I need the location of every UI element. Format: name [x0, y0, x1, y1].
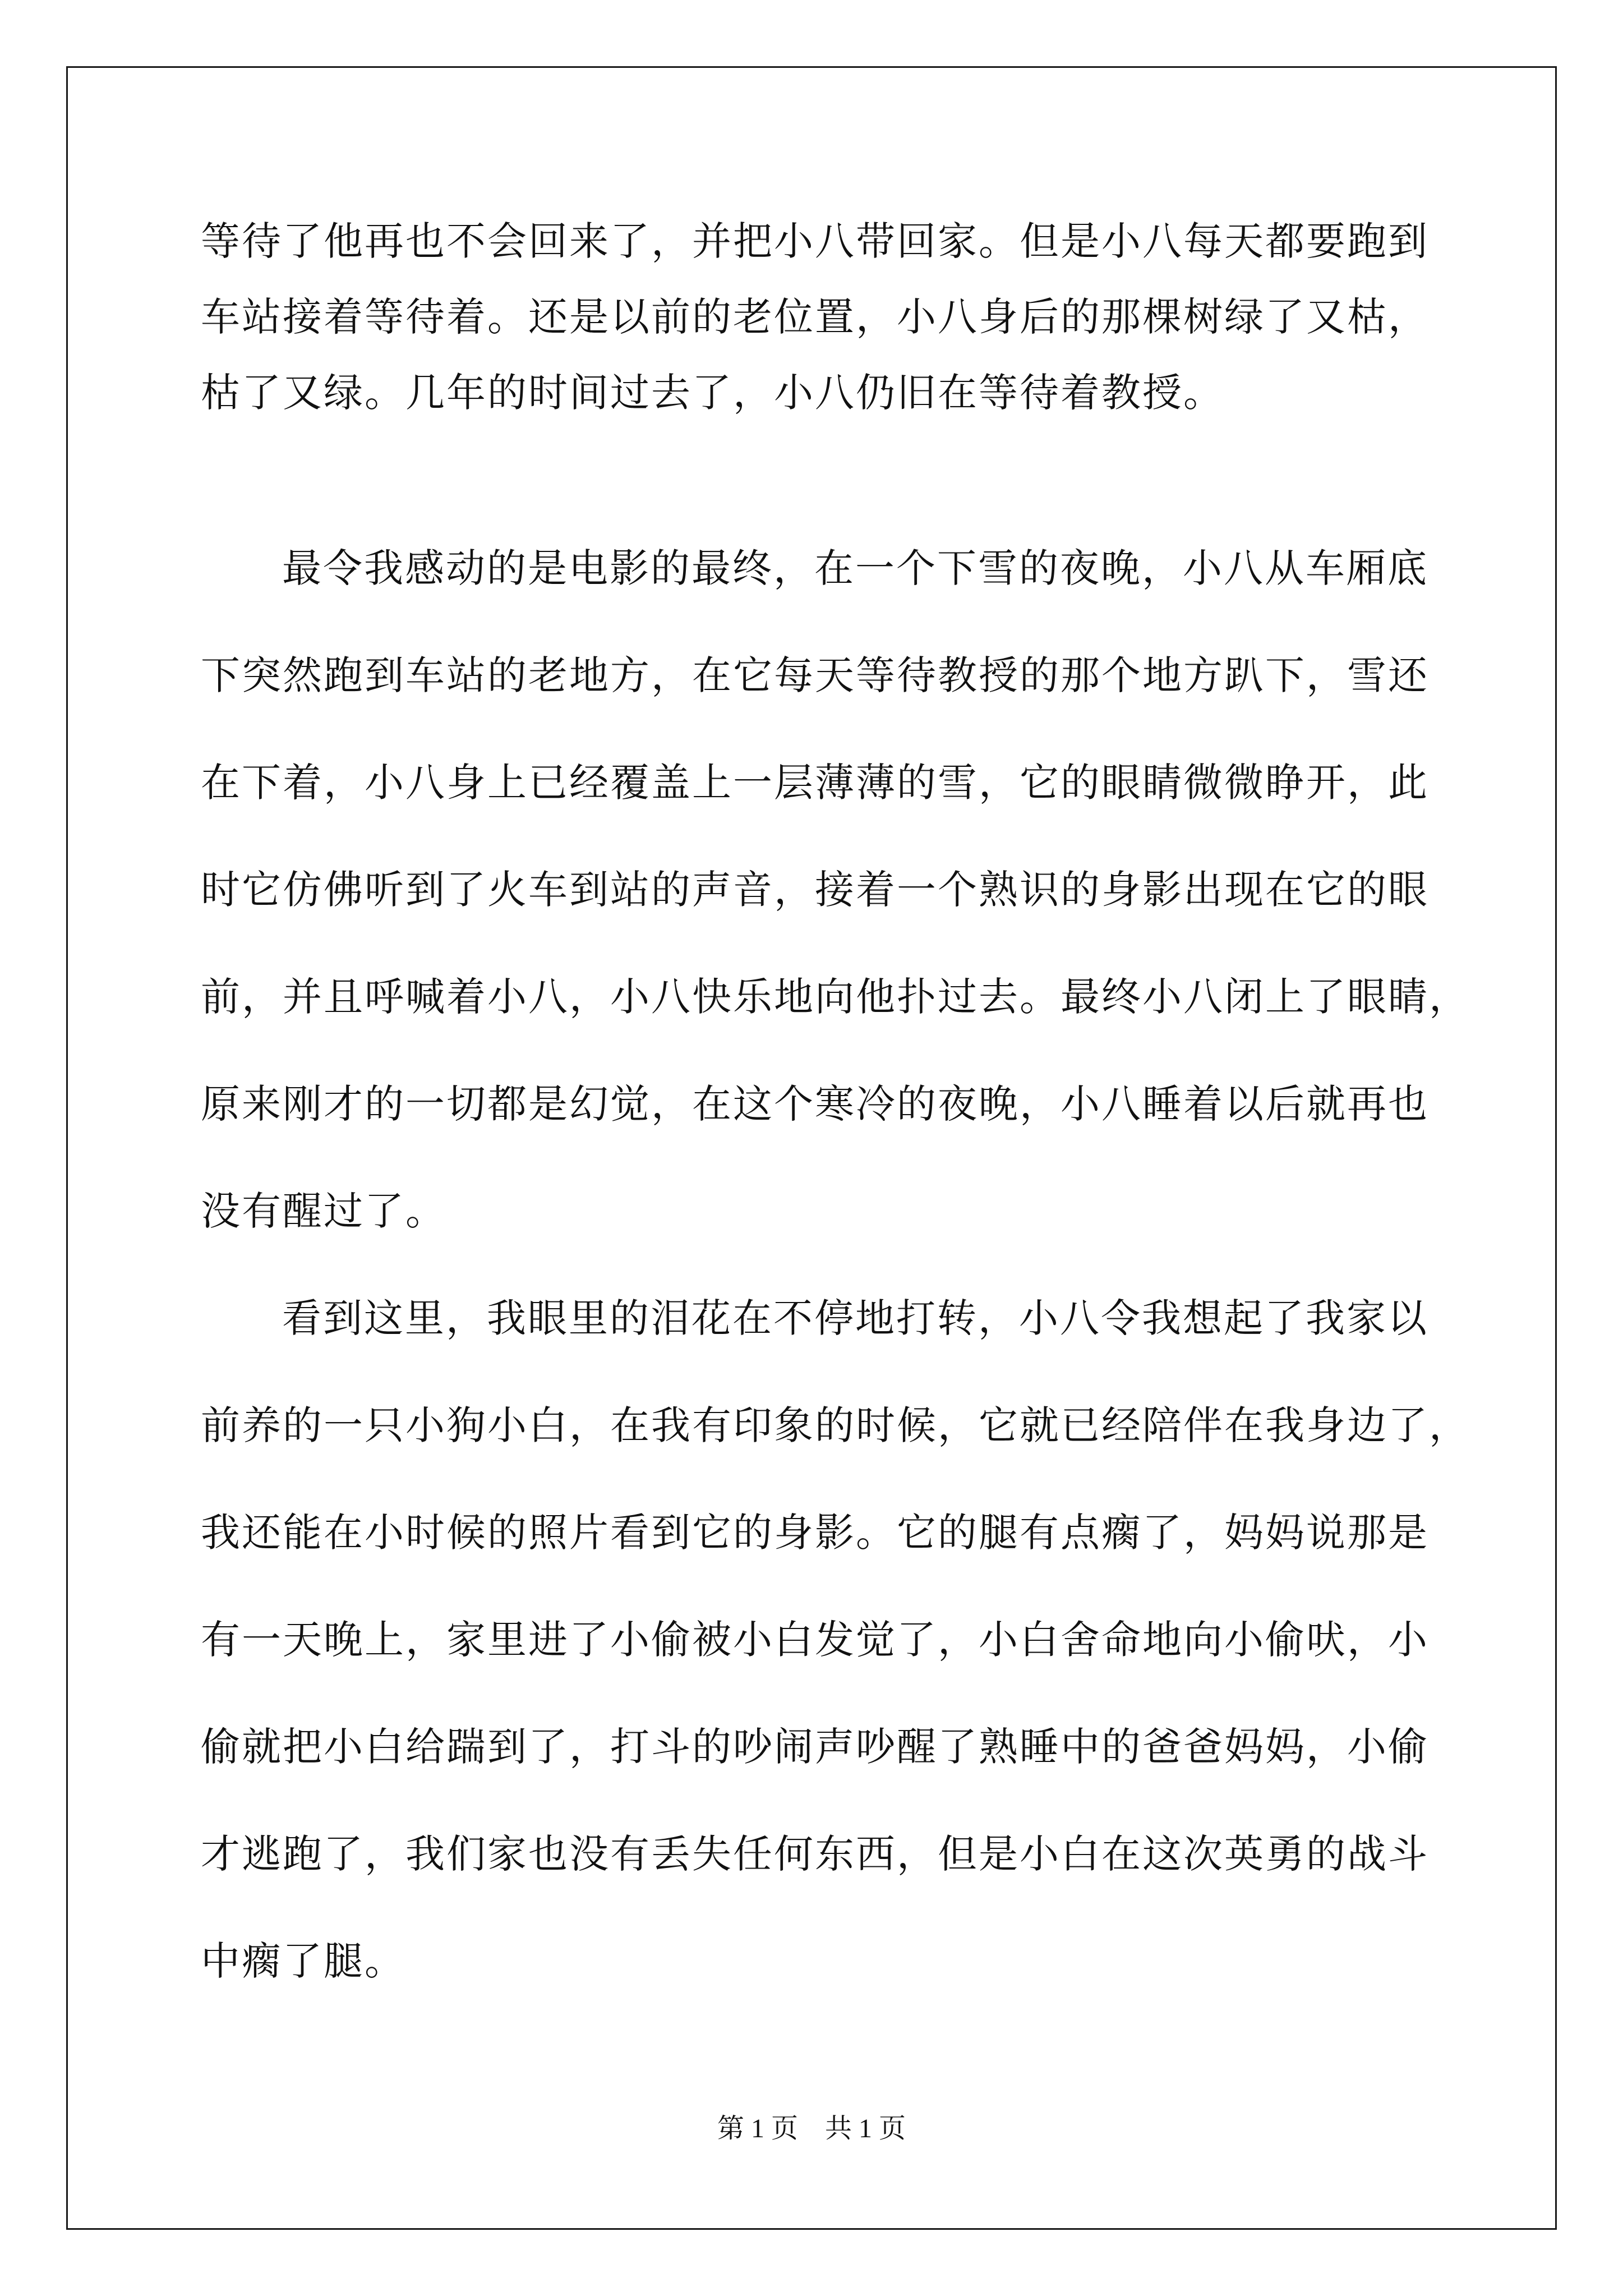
text-line: 前，并且呼喊着小八，小八快乐地向他扑过去。最终小八闭上了眼睛， [201, 974, 1470, 1020]
text-line: 偷就把小白给踹到了，打斗的吵闹声吵醒了熟睡中的爸爸妈妈，小偷 [201, 1724, 1429, 1770]
text-line: 我还能在小时候的照片看到它的身影。它的腿有点瘸了，妈妈说那是 [201, 1510, 1429, 1556]
text-line: 车站接着等待着。还是以前的老位置，小八身后的那棵树绿了又枯， [201, 294, 1429, 340]
text-line: 等待了他再也不会回来了，并把小八带回家。但是小八每天都要跑到 [201, 218, 1429, 264]
text-line: 下突然跑到车站的老地方，在它每天等待教授的那个地方趴下，雪还 [201, 652, 1429, 698]
text-line: 时它仿佛听到了火车到站的声音，接着一个熟识的身影出现在它的眼 [201, 867, 1429, 913]
text-line: 枯了又绿。几年的时间过去了，小八仍旧在等待着教授。 [201, 370, 1224, 416]
text-line: 原来刚才的一切都是幻觉，在这个寒冷的夜晚，小八睡着以后就再也 [201, 1081, 1429, 1127]
page-number-footer: 第 1 页 共 1 页 [717, 2114, 906, 2143]
paragraph-first-line: 最令我感动的是电影的最终，在一个下雪的夜晚，小八从车厢底 [282, 545, 1428, 591]
text-line: 在下着，小八身上已经覆盖上一层薄薄的雪，它的眼睛微微睁开，此 [201, 760, 1429, 806]
text-line: 中瘸了腿。 [201, 1938, 405, 1984]
text-line: 没有醒过了。 [201, 1188, 446, 1234]
text-line: 才逃跑了，我们家也没有丢失任何东西，但是小白在这次英勇的战斗 [201, 1831, 1429, 1877]
paragraph-first-line: 看到这里，我眼里的泪花在不停地打转，小八令我想起了我家以 [282, 1295, 1428, 1341]
text-line: 前养的一只小狗小白，在我有印象的时候，它就已经陪伴在我身边了， [201, 1402, 1470, 1448]
text-line: 有一天晚上，家里进了小偷被小白发觉了，小白舍命地向小偷吠，小 [201, 1617, 1429, 1663]
